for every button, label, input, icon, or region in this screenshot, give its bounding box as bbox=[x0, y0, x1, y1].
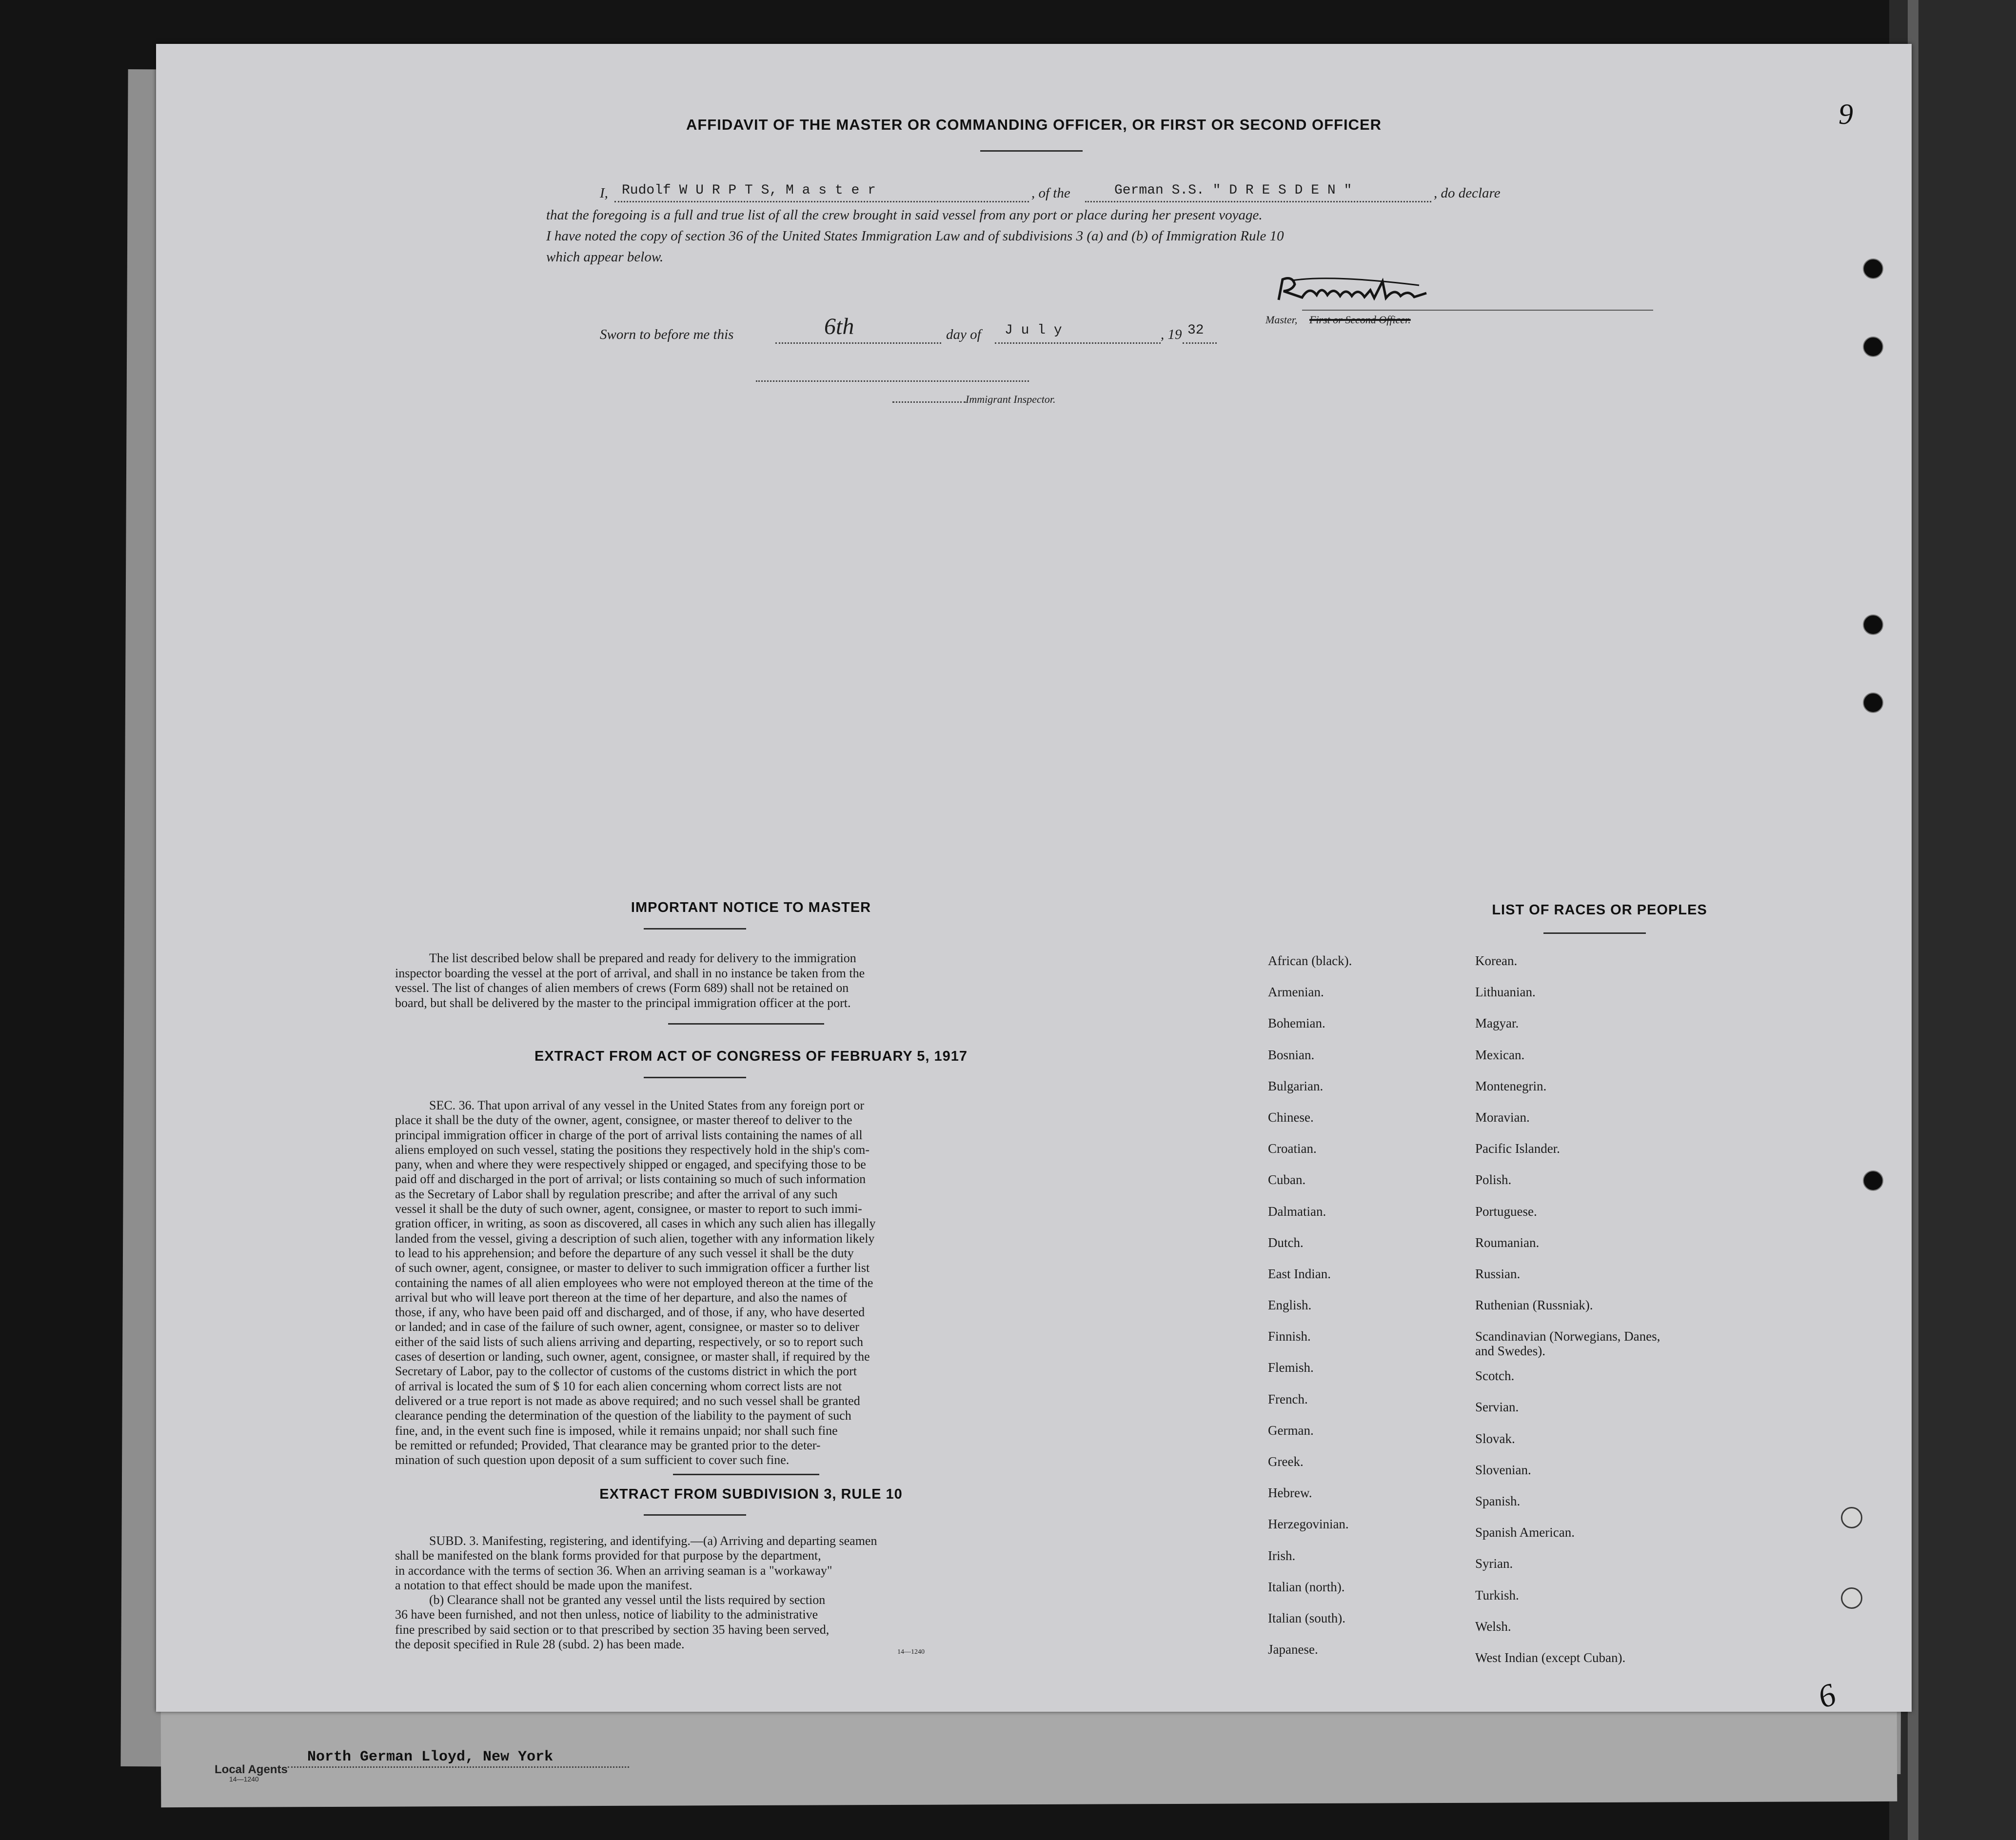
notice-heading: IMPORTANT NOTICE TO MASTER bbox=[631, 900, 871, 915]
notice-body bbox=[395, 951, 1109, 1010]
inspector-signature-line bbox=[756, 380, 1029, 382]
day-of-label: day of bbox=[946, 327, 981, 342]
act-line: or landed; and in case of the failure of such owner, agent, consignee, or master so to deliver bbox=[395, 1320, 859, 1334]
race-item: German. bbox=[1268, 1423, 1314, 1438]
affidavit-declare: , do declare bbox=[1434, 185, 1501, 201]
act-line: pany, when and where they were respectively shipped or engaged, and specifying those to be bbox=[395, 1157, 866, 1172]
footer-form-number: 14—1240 bbox=[229, 1775, 259, 1783]
races-rule bbox=[1543, 932, 1646, 934]
act-line: of arrival is located the sum of $ 10 for each alien concerning whom correct lists are not bbox=[395, 1379, 842, 1393]
race-item: West Indian (except Cuban). bbox=[1475, 1650, 1626, 1665]
notice-divider bbox=[668, 1023, 824, 1025]
punch-hole bbox=[1863, 692, 1883, 713]
signature-line bbox=[1302, 310, 1653, 311]
sworn-label: Sworn to before me this bbox=[600, 327, 734, 342]
act-line: arrival but who will leave port thereon at the time of her departure, and also the names of bbox=[395, 1290, 847, 1305]
sworn-month-line bbox=[995, 342, 1161, 344]
act-line: containing the names of all alien employees who were not employed thereon at the time of the bbox=[395, 1275, 873, 1290]
race-item: Slovenian. bbox=[1475, 1462, 1531, 1477]
act-line: to lead to his apprehension; and before the departure of any such vessel it shall be the duty bbox=[395, 1246, 854, 1260]
affidavit-line-2: that the foregoing is a full and true list of all the crew brought in said vessel from any port or place during her present voyage. bbox=[546, 207, 1263, 223]
race-item: Irish. bbox=[1268, 1548, 1296, 1563]
act-divider bbox=[673, 1474, 819, 1475]
act-line: SEC. 36. That upon arrival of any vessel in the United States from any foreign port or bbox=[429, 1098, 864, 1112]
race-item: Roumanian. bbox=[1475, 1235, 1540, 1250]
races-column-2 bbox=[1475, 953, 1729, 1682]
punch-hole bbox=[1841, 1587, 1862, 1609]
race-item: Scandinavian (Norwegians, Danes, and Swedes). bbox=[1475, 1329, 1660, 1359]
race-item: Korean. bbox=[1475, 953, 1518, 968]
race-item: English. bbox=[1268, 1298, 1312, 1313]
punch-hole bbox=[1863, 614, 1883, 635]
punch-hole bbox=[1863, 1170, 1883, 1191]
rule-line: 36 have been furnished, and not then unless, notice of liability to the administrative bbox=[395, 1607, 818, 1622]
punch-hole bbox=[1863, 336, 1883, 357]
race-item: Italian (north). bbox=[1268, 1579, 1345, 1594]
rule-line: (b) Clearance shall not be granted any vessel until the lists required by section bbox=[429, 1593, 826, 1607]
affidavit-i: I, bbox=[600, 185, 608, 201]
notice-line: vessel. The list of changes of alien members of crews (Form 689) shall not be retained on bbox=[395, 981, 849, 995]
race-item: Herzegovinian. bbox=[1268, 1517, 1349, 1532]
act-line: gration officer, in writing, as soon as discovered, all cases in which any such alien has illegally bbox=[395, 1216, 876, 1231]
act-line: clearance pending the determination of the question of the liability to the payment of such bbox=[395, 1408, 851, 1423]
race-item: Moravian. bbox=[1475, 1109, 1530, 1125]
race-item: Japanese. bbox=[1268, 1642, 1318, 1657]
act-line: vessel it shall be the duty of such owner, agent, consignee, or master to report to such immi- bbox=[395, 1202, 862, 1216]
race-item: Spanish. bbox=[1475, 1494, 1521, 1508]
race-item: Dalmatian. bbox=[1268, 1204, 1326, 1219]
notice-rule bbox=[644, 928, 746, 930]
affidavit-line-3: I have noted the copy of section 36 of the United States Immigration Law and of subdivisions 3 (a) and (b) of Immigration Rule 10 bbox=[546, 228, 1284, 244]
master-name-line bbox=[614, 201, 1029, 202]
inspector-dots bbox=[892, 401, 966, 403]
act-line: place it shall be the duty of the owner, agent, consignee, or master thereof to deliver to the bbox=[395, 1113, 852, 1128]
inspector-label: Immigrant Inspector. bbox=[966, 393, 1056, 405]
act-line: paid off and discharged in the port of arrival; or lists containing so much of such information bbox=[395, 1172, 866, 1187]
rule-rule bbox=[644, 1514, 746, 1516]
vessel-name: German S.S. " D R E S D E N " bbox=[1114, 183, 1352, 198]
act-line: cases of desertion or landing, such owner, agent, consignee, or master shall, if required by the bbox=[395, 1349, 870, 1364]
race-item: Bulgarian. bbox=[1268, 1078, 1324, 1093]
rule-heading: EXTRACT FROM SUBDIVISION 3, RULE 10 bbox=[599, 1486, 903, 1502]
affidavit-heading: AFFIDAVIT OF THE MASTER OR COMMANDING OFFICER, OR FIRST OR SECOND OFFICER bbox=[686, 116, 1382, 133]
rule-body bbox=[395, 1534, 1109, 1652]
race-item: Magyar. bbox=[1475, 1016, 1519, 1031]
races-column-1 bbox=[1268, 953, 1458, 1673]
act-line: delivered or a true report is not made as above required; and no such vessel shall be granted bbox=[395, 1393, 860, 1408]
local-agents-label: Local Agents bbox=[215, 1763, 288, 1776]
act-body bbox=[395, 1098, 1109, 1467]
race-item: Russian. bbox=[1475, 1266, 1521, 1281]
race-item: Ruthenian (Russniak). bbox=[1475, 1298, 1593, 1313]
heading-rule bbox=[980, 150, 1083, 152]
year-prefix: , 19 bbox=[1161, 327, 1182, 342]
race-item: Flemish. bbox=[1268, 1360, 1314, 1375]
race-item: Portuguese. bbox=[1475, 1204, 1537, 1219]
master-signature bbox=[1273, 271, 1439, 312]
rule-form-number: 14—1240 bbox=[897, 1648, 925, 1656]
rule-line: shall be manifested on the blank forms provided for that purpose by the department, bbox=[395, 1548, 821, 1563]
vessel-line bbox=[1085, 201, 1431, 202]
act-line: fine, and, in the event such fine is imposed, while it remains unpaid; nor shall such fine bbox=[395, 1423, 838, 1438]
local-agents-line bbox=[288, 1766, 629, 1768]
act-line: of such owner, agent, consignee, or master to deliver to such immigration officer a further list bbox=[395, 1261, 870, 1275]
act-line: as the Secretary of Labor shall by regulation prescribe; and after the arrival of any such bbox=[395, 1187, 838, 1201]
race-item: Welsh. bbox=[1475, 1619, 1511, 1634]
race-item: Croatian. bbox=[1268, 1141, 1317, 1156]
act-line: either of the said lists of such aliens arriving and departing, respectively, or so to report such bbox=[395, 1334, 864, 1349]
local-agents-value: North German Lloyd, New York bbox=[307, 1749, 553, 1765]
race-item: Spanish American. bbox=[1475, 1525, 1575, 1540]
race-item: Servian. bbox=[1475, 1400, 1519, 1415]
race-item: Italian (south). bbox=[1268, 1610, 1345, 1625]
race-item: Cuban. bbox=[1268, 1172, 1306, 1187]
affidavit-of-the: , of the bbox=[1031, 185, 1070, 201]
race-item: Polish. bbox=[1475, 1172, 1512, 1187]
race-item: Syrian. bbox=[1475, 1556, 1513, 1571]
act-line: Secretary of Labor, pay to the collector of customs of the customs district in which the port bbox=[395, 1364, 857, 1379]
act-line: be remitted or refunded; Provided, That clearance may be granted prior to the deter- bbox=[395, 1438, 821, 1452]
year-suffix: 32 bbox=[1187, 323, 1204, 338]
races-heading: LIST OF RACES OR PEOPLES bbox=[1492, 902, 1707, 918]
act-line: mination of such question upon deposit of a sum sufficient to cover such fine. bbox=[395, 1453, 790, 1467]
notice-line: The list described below shall be prepared and ready for delivery to the immigration bbox=[429, 951, 856, 965]
act-line: those, if any, who have been paid off and discharged, and of those, if any, who have deserted bbox=[395, 1305, 865, 1320]
race-item: Lithuanian. bbox=[1475, 985, 1536, 1000]
rule-line: fine prescribed by said section or to that prescribed by section 35 having been served, bbox=[395, 1622, 830, 1637]
race-item: Hebrew. bbox=[1268, 1485, 1312, 1501]
race-item: Mexican. bbox=[1475, 1047, 1525, 1062]
rule-line: SUBD. 3. Manifesting, registering, and identifying.—(a) Arriving and departing seamen bbox=[429, 1534, 877, 1548]
signature-title-struck: First or Second Officer. bbox=[1309, 314, 1411, 326]
race-item: Chinese. bbox=[1268, 1109, 1314, 1125]
race-item: Armenian. bbox=[1268, 985, 1324, 1000]
year-line bbox=[1183, 342, 1217, 344]
race-item: Dutch. bbox=[1268, 1235, 1304, 1250]
race-item: African (black). bbox=[1268, 953, 1352, 968]
race-item: Montenegrin. bbox=[1475, 1078, 1547, 1093]
race-item: Finnish. bbox=[1268, 1329, 1311, 1344]
race-item: Slovak. bbox=[1475, 1431, 1515, 1446]
rule-line: the deposit specified in Rule 28 (subd. 2) has been made. bbox=[395, 1637, 685, 1652]
act-line: aliens employed on such vessel, stating the positions they respectively hold in the ship's com- bbox=[395, 1142, 870, 1157]
punch-hole bbox=[1863, 258, 1883, 279]
notice-line: board, but shall be delivered by the master to the principal immigration officer at the port. bbox=[395, 995, 851, 1010]
margin-number: 9 bbox=[1838, 98, 1853, 130]
affidavit-line-4: which appear below. bbox=[546, 249, 664, 265]
race-item: Bohemian. bbox=[1268, 1016, 1325, 1031]
act-rule bbox=[644, 1077, 746, 1078]
race-item: Turkish. bbox=[1475, 1587, 1519, 1603]
notice-line: inspector boarding the vessel at the port of arrival, and shall in no instance be taken from the bbox=[395, 966, 865, 980]
race-item: East Indian. bbox=[1268, 1266, 1331, 1281]
race-item: Bosnian. bbox=[1268, 1047, 1315, 1062]
act-line: landed from the vessel, giving a description of such alien, together with any information likely bbox=[395, 1231, 875, 1246]
sworn-day: 6th bbox=[824, 314, 854, 339]
rule-line: in accordance with the terms of section 36. When an arriving seaman is a "workaway" bbox=[395, 1563, 832, 1578]
rule-line: a notation to that effect should be made upon the manifest. bbox=[395, 1578, 692, 1592]
manifest-page bbox=[156, 44, 1912, 1716]
master-name: Rudolf W U R P T S, M a s t e r bbox=[622, 183, 876, 198]
margin-number: 6 bbox=[1813, 1676, 1841, 1716]
punch-hole bbox=[1841, 1507, 1862, 1528]
race-item: Scotch. bbox=[1475, 1368, 1515, 1384]
act-line: principal immigration officer in charge of the port of arrival lists containing the names of all bbox=[395, 1128, 863, 1142]
race-item: Pacific Islander. bbox=[1475, 1141, 1560, 1156]
race-item: Greek. bbox=[1268, 1454, 1304, 1469]
act-heading: EXTRACT FROM ACT OF CONGRESS OF FEBRUARY 5, 1917 bbox=[534, 1049, 968, 1064]
race-item: French. bbox=[1268, 1391, 1308, 1406]
signature-title: Master, bbox=[1265, 314, 1298, 326]
sworn-month: J u l y bbox=[1005, 323, 1062, 338]
sworn-day-line bbox=[775, 342, 941, 344]
